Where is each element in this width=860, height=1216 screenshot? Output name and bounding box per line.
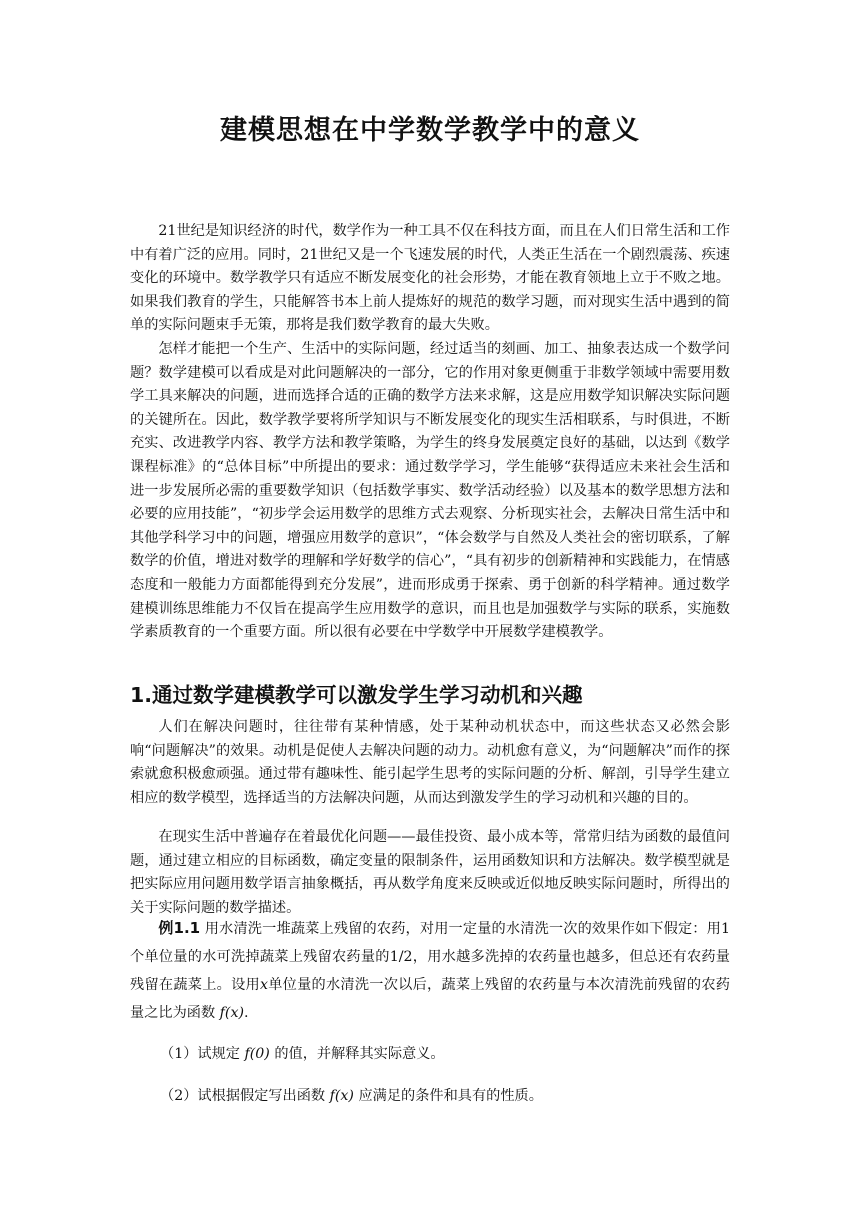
document-title: 建模思想在中学数学教学中的意义 (220, 115, 640, 146)
intro-paragraph-1: 21世纪是知识经济的时代，数学作为一种工具不仅在科技方面，而且在人们日常生活和工作中有着广泛的应用。同时，21世纪又是一个飞速发展的时代，人类正生活在一个剧烈震荡、疾速变化的环境中。数学教学只有适应不断发展变化的社会形势，才能在教育领地上立于不败之地。如果我们教育的学生，只能解答书本上前人提炼好的规范的数学习题，而对现实生活中遇到的简单的实际问题束手无策，那将是我们数学教育的最大失败。 (130, 223, 730, 334)
question-2-suffix: 应满足的条件和具有的性质。 (358, 1088, 543, 1104)
example-text-c: ，用水越多洗掉的农药量也越多，但总还有农药量残留在蔬菜上。设用 (130, 949, 730, 993)
example-text-d: 单位量的水清洗一次以后，蔬菜上残留的农药量与本次清洗前残留的农药量之比为函数 (130, 977, 730, 1021)
question-2 (160, 1085, 730, 1105)
question-2-prefix: （2）试根据假定写出函数 (160, 1088, 326, 1104)
example-text-e: . (243, 1005, 249, 1021)
question-1-suffix: 的值，并解释其实际意义。 (274, 1046, 445, 1062)
question-1 (160, 1043, 730, 1063)
intro-paragraph-2: 怎样才能把一个生产、生活中的实际问题，经过适当的刻画、加工、抽象表达成一个数学问题？数学建模可以看成是对此问题解决的一部分，它的作用对象更侧重于非数学领域中需要用数学工具来解决的问题，进而选择合适的正确的数学方法来求解，这是应用数学知识解决实际问题的关键所在。因此，数学教学要将所学知识与不断发展变化的现实生活相联系，与时俱进，不断充实、改进教学内容、教学方法和教学策略，为学生的终身发展奠定良好的基础，以达到《数学课程标准》的“总体目标”中所提出的要求：通过数学学习，学生能够“获得适应未来社会生活和进一步发展所必需的重要数学知识（包括数学事实、数学活动经验）以及基本的数学思想方法和必要的应用技能”，“初步学会运用数学的思维方式去观察、分析现实社会，去解决日常生活中和其他学科学习中的问题，增强应用数学的意识”，“体会数学与自然及人类社会的密切联系，了解数学的价值，增进对数学的理解和学好数学的信心”，“具有初步的创新精神和实践能力，在情感态度和一般能力方面都能得到充分发展”，进而形成勇于探索、勇于创新的科学精神。通过数学建模训练思维能力不仅旨在提高学生应用数学的意识，而且也是加强数学与实际的联系，实施数学素质教育的一个重要方面。所以很有必要在中学数学中开展数学建模教学。 (130, 341, 730, 641)
example-1-1 (130, 914, 730, 1027)
example-text-b: 个单位量的水可洗掉蔬菜上残留农药量的 (130, 949, 390, 965)
example-variable-x: x (259, 977, 268, 993)
section-heading-1: 1.通过数学建模教学可以激发学生学习动机和兴趣 (130, 683, 583, 707)
question-2-math: f(x) (329, 1088, 354, 1104)
example-function-fx: f(x) (219, 1005, 244, 1021)
example-fraction: 1/2 (389, 949, 413, 965)
example-text-a: 用水清洗一堆蔬菜上残留的农药，对用一定量的水清洗一次的效果作如下假定：用 (204, 921, 721, 937)
section1-paragraph-1: 人们在解决问题时，往往带有某种情感，处于某种动机状态中，而这些状态又必然会影响“问题解决”的效果。动机是促使人去解决问题的动力。动机愈有意义，为“问题解决”而作的探索就愈积极愈顽强。通过带有趣味性、能引起学生思考的实际问题的分析、解剖，引导学生建立相应的数学模型，选择适当的方法解决问题，从而达到激发学生的学习动机和兴趣的目的。 (130, 719, 730, 806)
section1-paragraph-2: 在现实生活中普遍存在着最优化问题——最佳投资、最小成本等，常常归结为函数的最值问题，通过建立相应的目标函数，确定变量的限制条件，运用函数知识和方法解决。数学模型就是把实际应用问题用数学语言抽象概括，再从数学角度来反映或近似地反映实际问题时，所得出的关于实际问题的数学描述。 (130, 829, 730, 916)
example-label: 例1.1 (158, 919, 201, 937)
example-number-one: 1 (720, 921, 730, 937)
question-1-prefix: （1）试规定 (160, 1046, 240, 1062)
question-1-math: f(0) (244, 1046, 270, 1062)
